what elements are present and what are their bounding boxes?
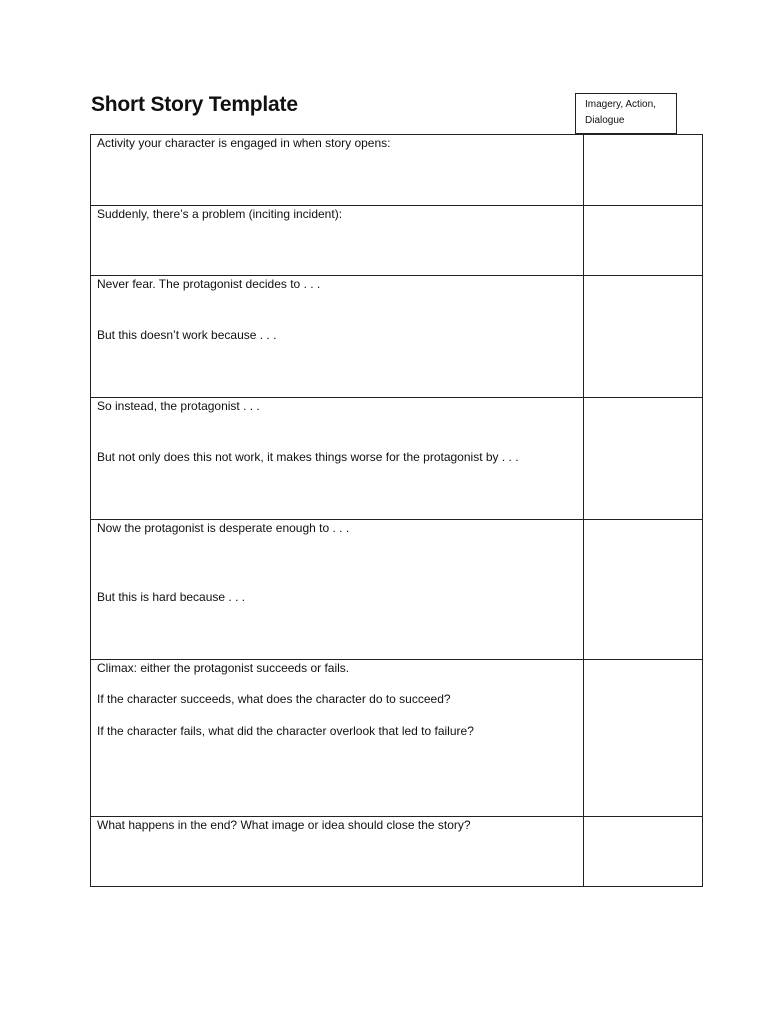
prompt-text: Climax: either the protagonist succeeds or fails. (97, 661, 350, 675)
table-row (91, 276, 703, 398)
prompt-cell-inciting-incident[interactable] (91, 206, 584, 276)
imagery-column-header-line-2: Dialogue (585, 115, 625, 126)
table-row (91, 398, 703, 520)
table-row (91, 817, 703, 887)
prompt-text: Never fear. The protagonist decides to . . . (97, 277, 321, 291)
prompt-cell-first-attempt[interactable] (91, 276, 584, 398)
notes-cell-opening-activity[interactable] (584, 135, 703, 206)
prompt-text: So instead, the protagonist . . . (97, 399, 260, 413)
prompt-cell-climax[interactable] (91, 660, 584, 817)
prompt-text: But not only does this not work, it makes things worse for the protagonist by . . . (97, 450, 519, 464)
notes-cell-inciting-incident[interactable] (584, 206, 703, 276)
notes-cell-second-attempt[interactable] (584, 398, 703, 520)
notes-cell-ending[interactable] (584, 817, 703, 887)
notes-cell-first-attempt[interactable] (584, 276, 703, 398)
prompt-text: If the character succeeds, what does the character do to succeed? (97, 692, 451, 706)
prompt-text: If the character fails, what did the character overlook that led to failure? (97, 724, 474, 738)
prompt-cell-second-attempt[interactable] (91, 398, 584, 520)
prompt-text: But this is hard because . . . (97, 590, 246, 604)
notes-cell-climax[interactable] (584, 660, 703, 817)
notes-cell-desperate-attempt[interactable] (584, 520, 703, 660)
prompt-cell-ending[interactable] (91, 817, 584, 887)
prompt-text: Suddenly, there’s a problem (inciting incident): (97, 207, 343, 221)
imagery-column-header-line-1: Imagery, Action, (585, 99, 656, 110)
page-title: Short Story Template (91, 93, 298, 116)
table-row (91, 135, 703, 206)
prompt-text: What happens in the end? What image or idea should close the story? (97, 818, 471, 832)
imagery-column-header (575, 93, 677, 134)
prompt-cell-opening-activity[interactable] (91, 135, 584, 206)
table-row (91, 520, 703, 660)
prompt-text: Now the protagonist is desperate enough to . . . (97, 521, 350, 535)
table-row (91, 206, 703, 276)
story-template-table (90, 134, 703, 887)
prompt-cell-desperate-attempt[interactable] (91, 520, 584, 660)
prompt-text: Activity your character is engaged in when story opens: (97, 136, 391, 150)
table-row (91, 660, 703, 817)
prompt-text: But this doesn’t work because . . . (97, 328, 277, 342)
